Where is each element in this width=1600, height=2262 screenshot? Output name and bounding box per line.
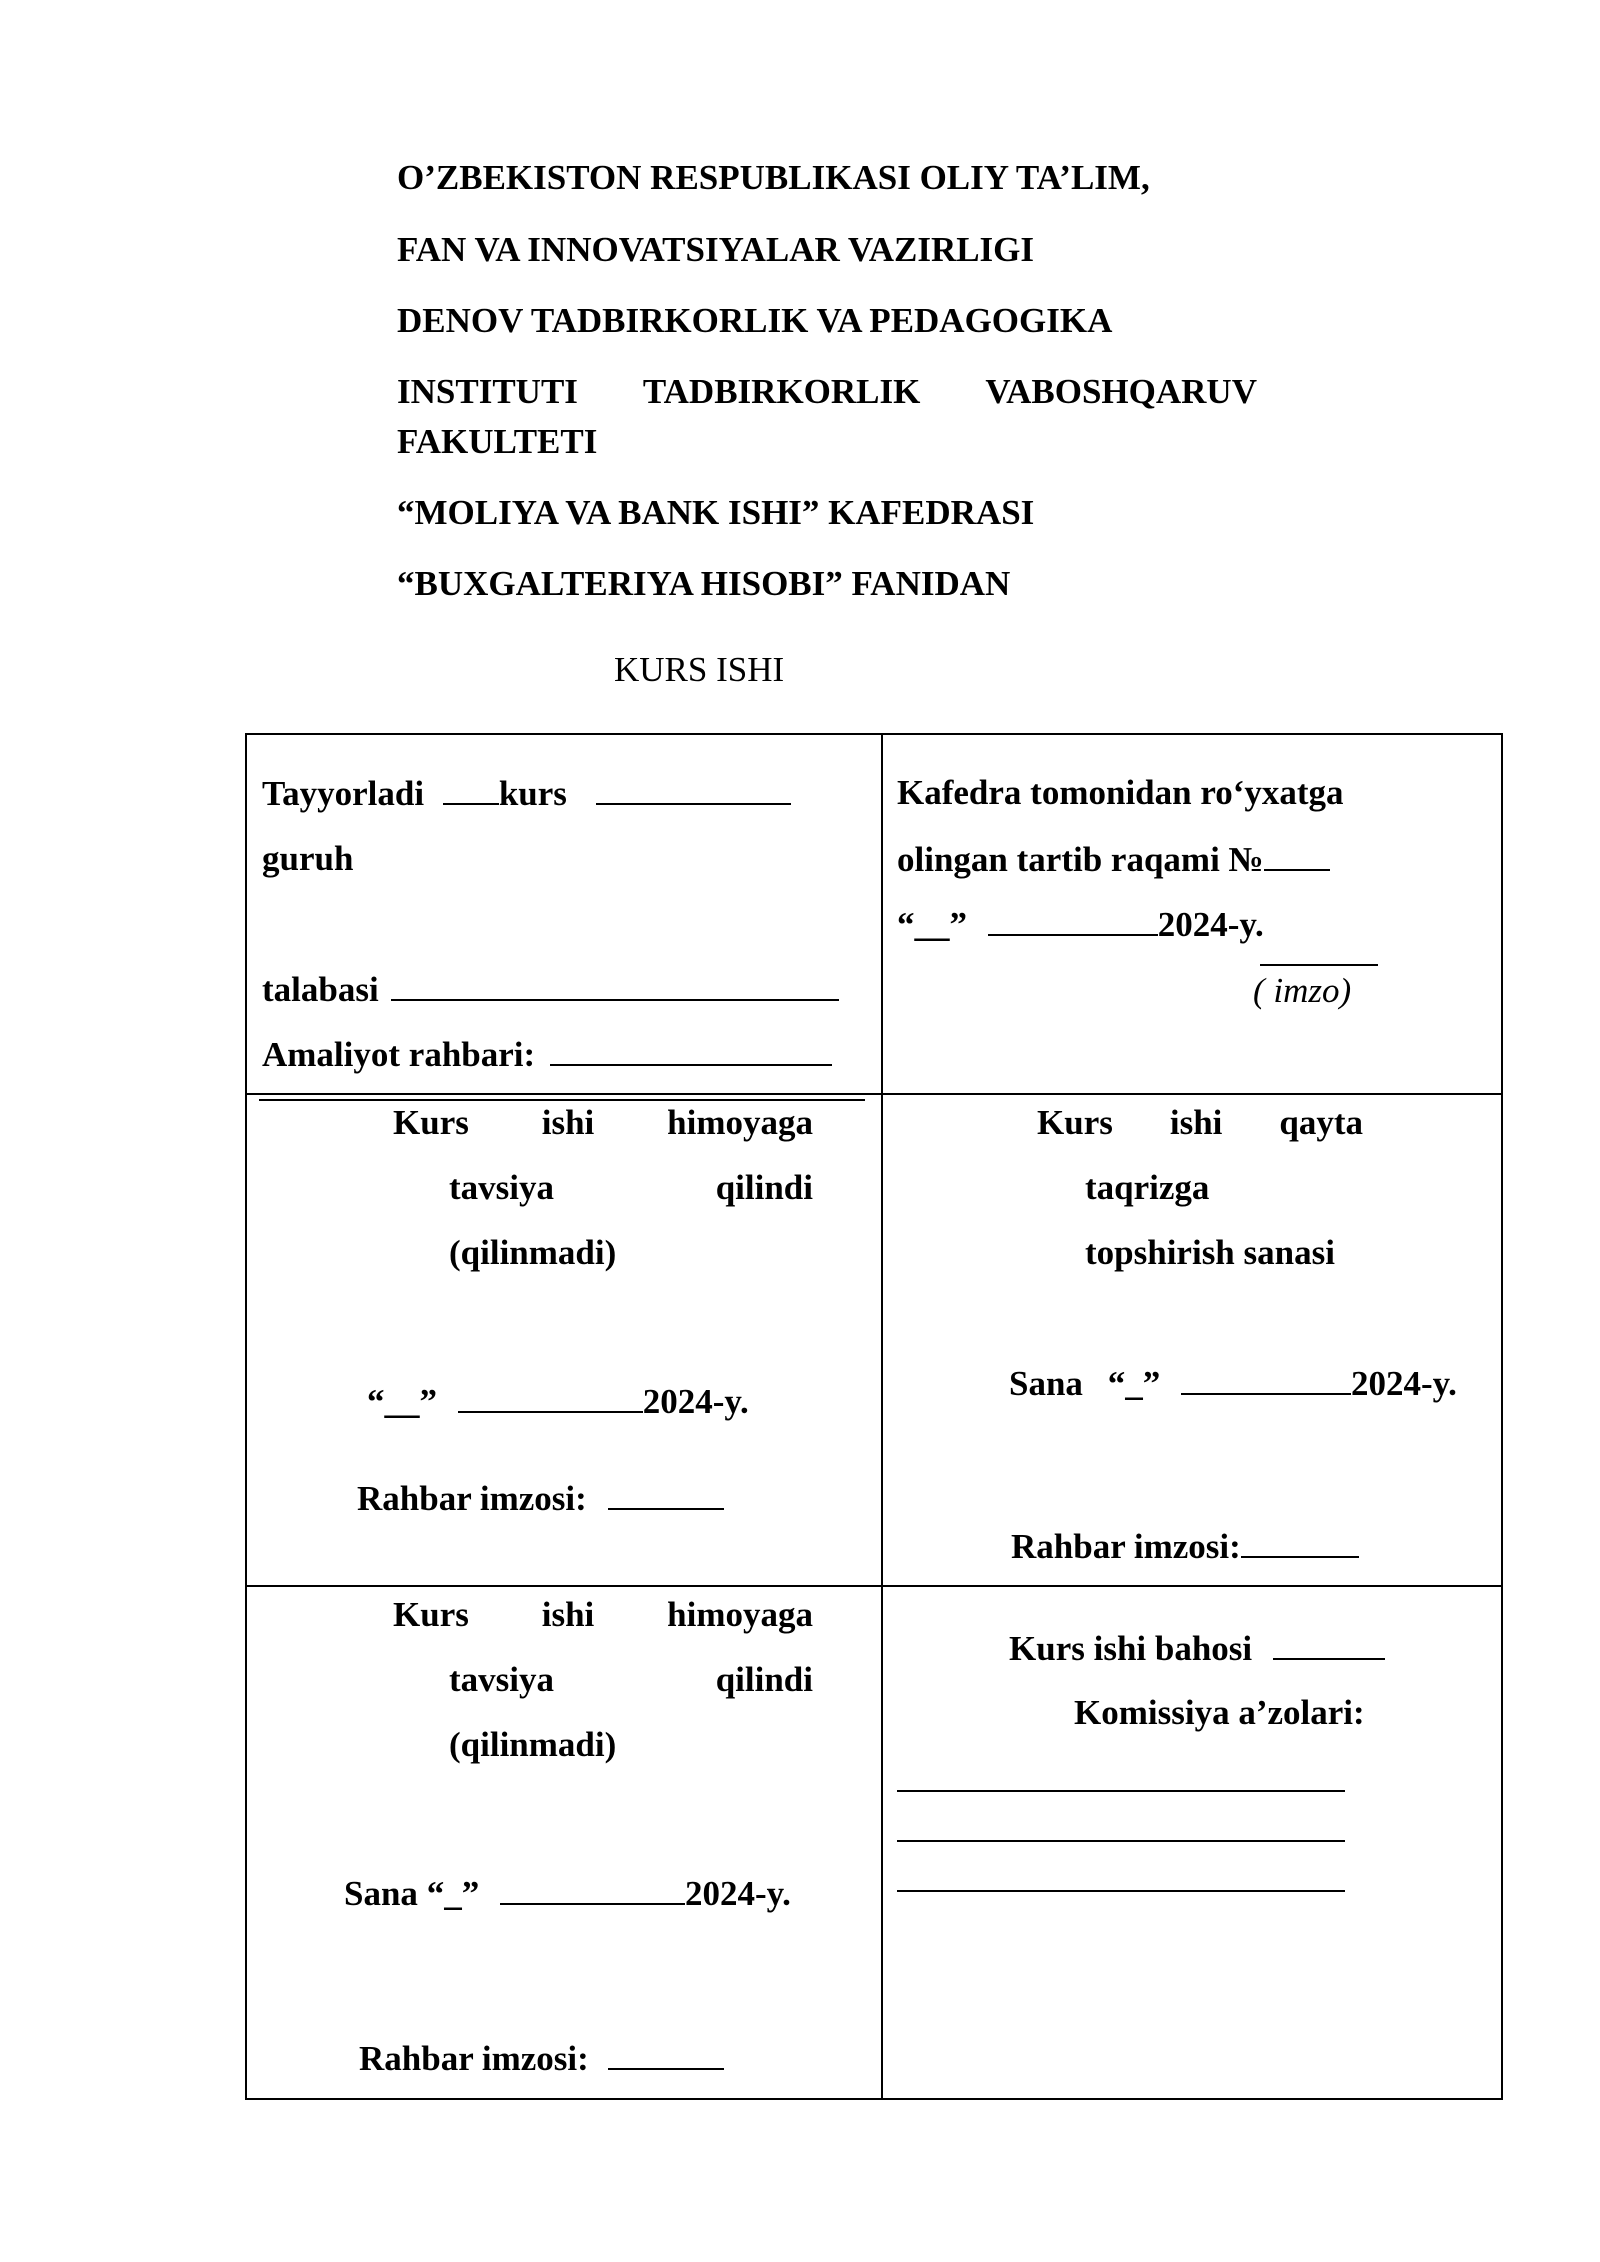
department-title: “MOLIYA VA BANK ISHI” KAFEDRASI: [397, 493, 1035, 532]
year-label: 2024-y.: [1350, 1364, 1457, 1403]
recommendation2-date-line: [344, 1875, 791, 1911]
recommendation-line2: [449, 1170, 813, 1205]
header-word: INSTITUTI: [397, 372, 578, 411]
word: himoyaga: [667, 1595, 813, 1634]
resubmission-line1: [1037, 1105, 1363, 1140]
recommendation2-line2: [449, 1662, 813, 1697]
word: ishi: [541, 1103, 595, 1142]
registration-line1: Kafedra tomonidan ro‘yxatga: [897, 773, 1344, 812]
header-word: TADBIRKORLIK: [642, 372, 921, 411]
signature-line: [1260, 964, 1378, 966]
supervisor2-signature-line: [359, 2040, 724, 2076]
group-field[interactable]: [596, 775, 791, 805]
course-work-form-table: [245, 733, 1503, 2100]
signature-caption: ( imzo): [1253, 971, 1352, 1010]
resubmission-line2: taqrizga: [1085, 1168, 1210, 1207]
course-number-field[interactable]: [443, 775, 499, 805]
recommendation-line3: (qilinmadi): [449, 1233, 617, 1272]
table-divider-row2: [247, 1585, 1501, 1587]
table-divider-row1: [247, 1093, 1501, 1095]
commission-label: Komissiya a’zolari:: [1074, 1693, 1365, 1732]
word: ishi: [1169, 1103, 1223, 1142]
registration-number-field[interactable]: [1264, 841, 1330, 871]
commission-member-field-1[interactable]: [897, 1790, 1345, 1792]
student-name-field[interactable]: [391, 971, 839, 1001]
grade-label: Kurs ishi bahosi: [1009, 1629, 1253, 1668]
supervisor-label: Amaliyot rahbari:: [262, 1035, 536, 1074]
resubmission-line3: topshirish sanasi: [1085, 1233, 1335, 1272]
word: Kurs: [393, 1595, 469, 1634]
group-label: guruh: [262, 839, 354, 878]
recommendation-date-field[interactable]: [458, 1383, 643, 1413]
grade-line: [1009, 1630, 1385, 1666]
registration-date-line: [897, 906, 1264, 942]
word: ishi: [541, 1595, 595, 1634]
resubmission-date-line: [1009, 1365, 1457, 1401]
commission-member-field-3[interactable]: [897, 1890, 1345, 1892]
word: qilindi: [715, 1168, 813, 1207]
year-label: 2024-y.: [1157, 905, 1264, 944]
year-label: 2024-y.: [684, 1874, 791, 1913]
resubmission-signature-field[interactable]: [1241, 1528, 1359, 1558]
ministry-title-line2: FAN VA INNOVATSIYALAR VAZIRLIGI: [397, 230, 1035, 269]
recommendation2-line3: (qilinmadi): [449, 1725, 617, 1764]
resubmission-date-field[interactable]: [1181, 1365, 1351, 1395]
commission-member-field-2[interactable]: [897, 1840, 1345, 1842]
date-label: Sana: [344, 1874, 418, 1913]
recommendation-date-line: [367, 1383, 749, 1419]
supervisor-signature-label: Rahbar imzosi:: [359, 2039, 589, 2078]
table-divider-vertical: [881, 735, 883, 2098]
faculty-title: FAKULTETI: [397, 422, 598, 461]
student-label: talabasi: [262, 970, 379, 1009]
supervisor-signature-field[interactable]: [608, 1480, 724, 1510]
student-line: [262, 971, 839, 1007]
registration-date-field[interactable]: [988, 906, 1158, 936]
supervisor-line: [262, 1036, 832, 1072]
recommendation2-line1: [393, 1597, 813, 1632]
word: himoyaga: [667, 1103, 813, 1142]
word: Kurs: [393, 1103, 469, 1142]
day-quote: “__”: [367, 1382, 437, 1421]
document-subtitle: KURS ISHI: [614, 650, 785, 689]
day-quote: “_”: [426, 1874, 480, 1913]
recommendation-line1: [393, 1105, 813, 1140]
supervisor-signature-label: Rahbar imzosi:: [1011, 1527, 1241, 1566]
supervisor-signature-line: [357, 1480, 724, 1516]
prepared-by-label: Tayyorladi: [262, 774, 425, 813]
header-word: VABOSHQARUV: [985, 372, 1257, 411]
institute-title-line2: [397, 374, 1257, 409]
recommendation2-date-field[interactable]: [500, 1875, 685, 1905]
year-label: 2024-y.: [642, 1382, 749, 1421]
registration-line2: [897, 841, 1330, 877]
institute-title-line1: DENOV TADBIRKORLIK VA PEDAGOGIKA: [397, 301, 1113, 340]
grade-field[interactable]: [1273, 1630, 1385, 1660]
subject-title: “BUXGALTERIYA HISOBI” FANIDAN: [397, 564, 1011, 603]
word: qayta: [1279, 1103, 1363, 1142]
word: tavsiya: [449, 1168, 554, 1207]
word: qilindi: [715, 1660, 813, 1699]
supervisor-signature-label: Rahbar imzosi:: [357, 1479, 587, 1518]
word: Kurs: [1037, 1103, 1113, 1142]
day-quote: “__”: [897, 905, 967, 944]
course-label: kurs: [498, 774, 567, 813]
ministry-title-line1: O’ZBEKISTON RESPUBLIKASI OLIY TA’LIM,: [397, 158, 1150, 197]
registration-number-label: olingan tartib raqami №: [897, 840, 1264, 879]
resubmission-signature-line: [1011, 1528, 1359, 1564]
prepared-by-line: [262, 775, 791, 811]
supervisor2-signature-field[interactable]: [608, 2040, 724, 2070]
cell-top-rule: [259, 1099, 865, 1101]
day-quote: “_”: [1107, 1364, 1161, 1403]
date-label: Sana: [1009, 1364, 1083, 1403]
word: tavsiya: [449, 1660, 554, 1699]
supervisor-name-field[interactable]: [550, 1036, 832, 1066]
